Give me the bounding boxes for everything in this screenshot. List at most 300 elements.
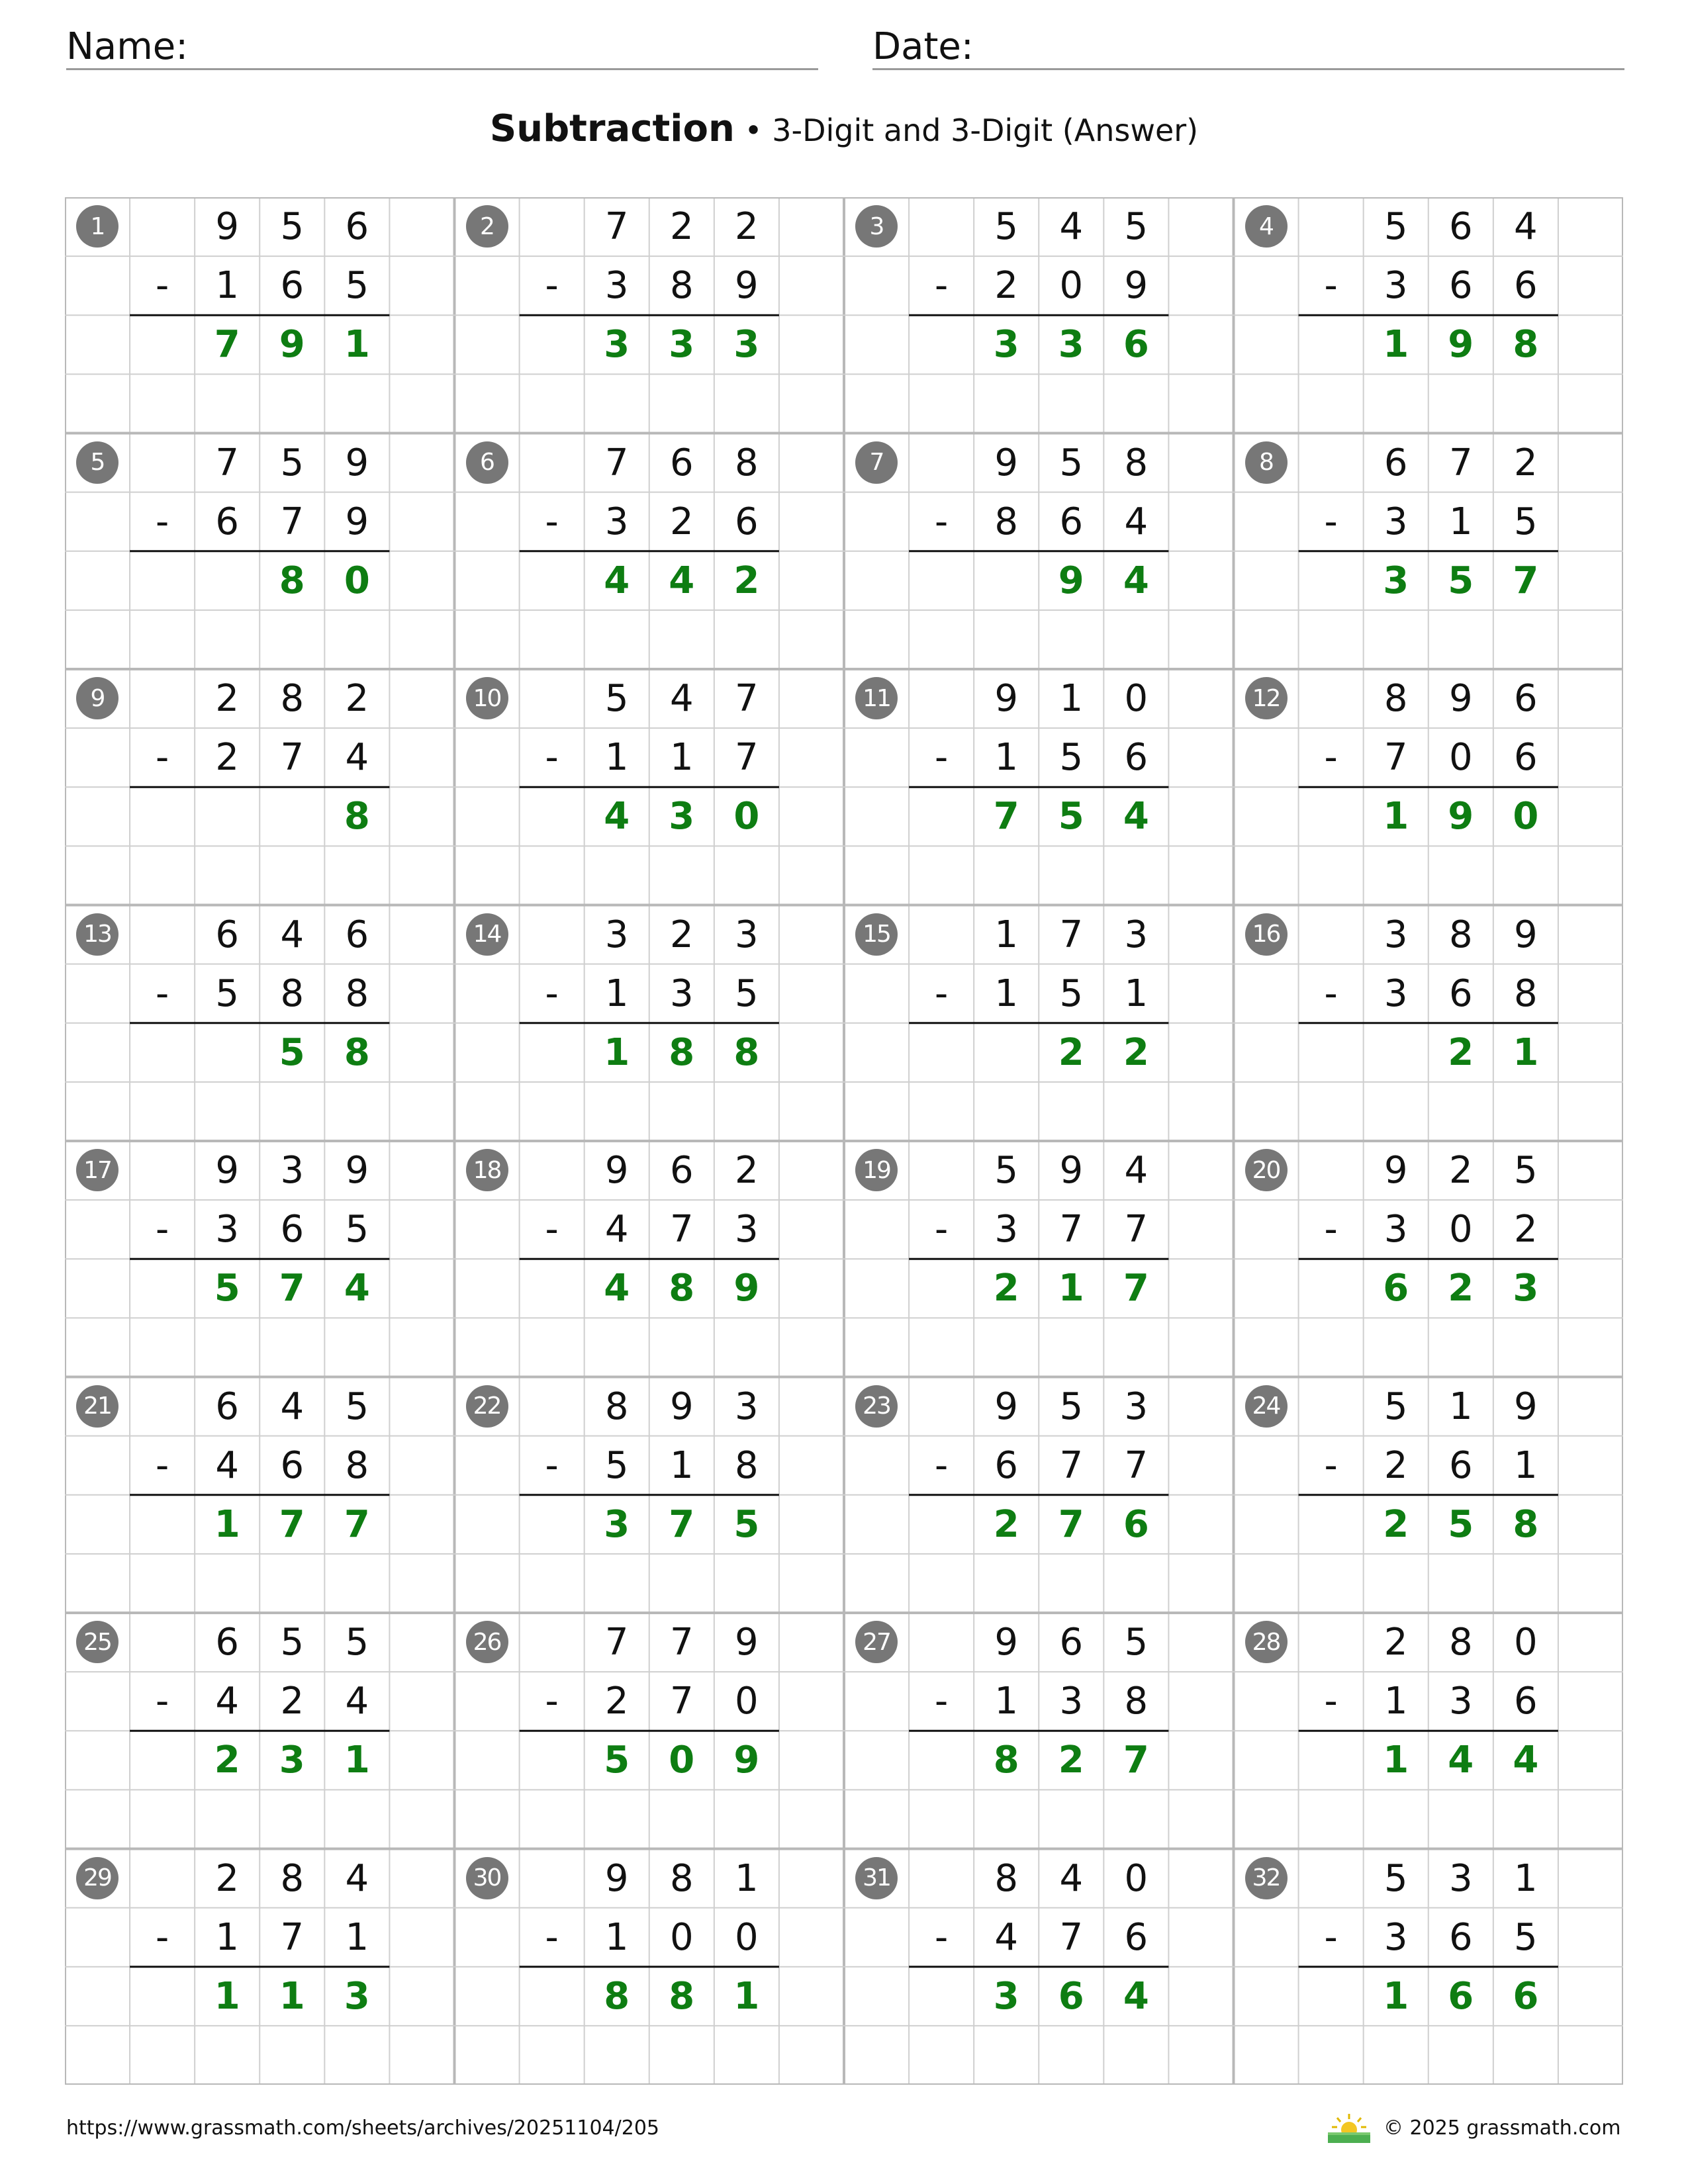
minuend-digit: 3: [280, 1149, 305, 1193]
problem-number-badge: 5: [76, 441, 118, 484]
subtrahend-digit: 6: [280, 1208, 305, 1251]
subtrahend-digit: 3: [735, 1208, 759, 1251]
minuend-digit: 2: [215, 677, 240, 721]
minuend-digit: 2: [1383, 1621, 1408, 1664]
subtrahend-digit: 1: [345, 1915, 369, 1959]
minuend-digit: 9: [215, 1149, 240, 1193]
minuend-digit: 7: [215, 441, 240, 484]
subtrahend-digit: 2: [669, 500, 694, 543]
subtrahend-digit: 9: [735, 264, 759, 308]
minuend-digit: 8: [1448, 1621, 1473, 1664]
minuend-digit: 6: [669, 441, 694, 484]
minuend-digit: 6: [345, 205, 369, 249]
subtrahend-digit: 6: [280, 264, 305, 308]
minus-sign: -: [545, 1680, 559, 1723]
minuend-digit: 5: [1383, 1385, 1408, 1428]
subtrahend-digit: 6: [1448, 1915, 1473, 1959]
problem-number-badge: 10: [466, 677, 508, 719]
subtrahend-digit: 4: [215, 1680, 240, 1723]
problem-number-badge: 32: [1245, 1857, 1288, 1899]
minuend-digit: 5: [1124, 205, 1149, 249]
minuend-digit: 5: [1514, 1149, 1538, 1193]
answer-digit: 2: [1448, 1030, 1474, 1074]
minuend-digit: 4: [280, 913, 305, 956]
problem-number-badge: 18: [466, 1149, 508, 1191]
problem-number-badge: 15: [855, 913, 898, 956]
answer-digit: 5: [1058, 795, 1084, 839]
subtrahend-digit: 6: [1448, 972, 1473, 1015]
subtrahend-digit: 4: [215, 1443, 240, 1487]
answer-digit: 2: [1123, 1030, 1149, 1074]
subtrahend-digit: 8: [345, 1443, 369, 1487]
answer-digit: 8: [669, 1267, 695, 1310]
answer-digit: 4: [1123, 1974, 1149, 2018]
answer-digit: 3: [604, 1502, 630, 1546]
problem-number-badge: 14: [466, 913, 508, 956]
minuend-digit: 6: [1059, 1621, 1084, 1664]
problem-number-badge: 22: [466, 1385, 508, 1428]
minuend-digit: 8: [994, 1856, 1019, 1900]
answer-digit: 8: [1513, 323, 1539, 367]
minuend-digit: 7: [604, 441, 629, 484]
minuend-digit: 7: [1059, 913, 1084, 956]
minuend-digit: 8: [1383, 677, 1408, 721]
subtrahend-digit: 5: [1059, 972, 1084, 1015]
minuend-digit: 1: [994, 913, 1019, 956]
minuend-digit: 3: [1383, 913, 1408, 956]
answer-digit: 1: [214, 1974, 240, 2018]
minuend-digit: 6: [1383, 441, 1408, 484]
minus-sign: -: [156, 264, 169, 308]
minus-sign: -: [935, 972, 949, 1015]
minuend-digit: 6: [1448, 205, 1473, 249]
answer-digit: 6: [1513, 1974, 1539, 2018]
minuend-digit: 4: [280, 1385, 305, 1428]
subtrahend-digit: 4: [604, 1208, 629, 1251]
minus-sign: -: [1324, 1915, 1338, 1959]
minuend-digit: 4: [1514, 205, 1538, 249]
minuend-digit: 5: [1059, 441, 1084, 484]
minus-sign: -: [545, 1443, 559, 1487]
subtrahend-digit: 5: [215, 972, 240, 1015]
minuend-digit: 9: [994, 677, 1019, 721]
problem-number-badge: 26: [466, 1621, 508, 1663]
minuend-digit: 9: [994, 1385, 1019, 1428]
subtrahend-digit: 0: [669, 1915, 694, 1959]
minuend-digit: 3: [1124, 1385, 1149, 1428]
minuend-digit: 9: [735, 1621, 759, 1664]
problem-number-badge: 3: [855, 205, 898, 248]
problem-number-badge: 25: [76, 1621, 118, 1663]
subtrahend-digit: 3: [215, 1208, 240, 1251]
minuend-digit: 6: [345, 913, 369, 956]
answer-digit: 1: [604, 1030, 630, 1074]
subtrahend-digit: 1: [994, 736, 1019, 780]
subtrahend-digit: 8: [1514, 972, 1538, 1015]
subtrahend-digit: 1: [994, 972, 1019, 1015]
footer-url[interactable]: https://www.grassmath.com/sheets/archives/20251104/205: [66, 2116, 660, 2140]
minuend-digit: 4: [1124, 1149, 1149, 1193]
subtrahend-digit: 7: [1124, 1443, 1149, 1487]
subtrahend-digit: 8: [280, 972, 305, 1015]
subtrahend-digit: 7: [1124, 1208, 1149, 1251]
minuend-digit: 3: [1124, 913, 1149, 956]
subtrahend-digit: 5: [1514, 1915, 1538, 1959]
title-subtitle: • 3-Digit and 3-Digit (Answer): [744, 113, 1199, 148]
minuend-digit: 9: [994, 1621, 1019, 1664]
answer-digit: 3: [669, 795, 695, 839]
subtrahend-digit: 6: [280, 1443, 305, 1487]
problem-number-badge: 7: [855, 441, 898, 484]
minus-sign: -: [156, 972, 169, 1015]
answer-digit: 1: [279, 1974, 305, 2018]
minus-sign: -: [1324, 1680, 1338, 1723]
answer-digit: 7: [279, 1502, 305, 1546]
minuend-digit: 9: [604, 1856, 629, 1900]
minuend-digit: 2: [1448, 1149, 1473, 1193]
footer-copyright: © 2025 grassmath.com: [1383, 2116, 1621, 2140]
answer-digit: 4: [669, 559, 695, 602]
subtrahend-digit: 1: [604, 972, 629, 1015]
subtrahend-digit: 8: [669, 264, 694, 308]
answer-digit: 6: [1448, 1974, 1474, 2018]
subtrahend-digit: 7: [735, 736, 759, 780]
answer-digit: 7: [214, 323, 240, 367]
subtrahend-digit: 1: [1383, 1680, 1408, 1723]
minuend-digit: 7: [735, 677, 759, 721]
subtrahend-digit: 0: [1059, 264, 1084, 308]
minuend-digit: 0: [1124, 1856, 1149, 1900]
minuend-digit: 8: [735, 441, 759, 484]
subtrahend-digit: 9: [1124, 264, 1149, 308]
problem-number-badge: 8: [1245, 441, 1288, 484]
minuend-digit: 2: [669, 913, 694, 956]
minuend-digit: 1: [1448, 1385, 1473, 1428]
answer-digit: 2: [733, 559, 760, 602]
subtrahend-digit: 3: [604, 500, 629, 543]
answer-digit: 0: [344, 559, 370, 602]
answer-digit: 9: [733, 1739, 760, 1782]
minuend-digit: 2: [1514, 441, 1538, 484]
subtrahend-digit: 0: [1448, 736, 1473, 780]
subtrahend-digit: 3: [1383, 1208, 1408, 1251]
minus-sign: -: [935, 1680, 949, 1723]
answer-digit: 3: [669, 323, 695, 367]
minuend-digit: 9: [1059, 1149, 1084, 1193]
minus-sign: -: [545, 972, 559, 1015]
subtrahend-digit: 3: [1383, 264, 1408, 308]
answer-digit: 1: [1058, 1267, 1084, 1310]
minuend-digit: 5: [1059, 1385, 1084, 1428]
minuend-digit: 9: [1448, 677, 1473, 721]
subtrahend-digit: 7: [280, 1915, 305, 1959]
name-line[interactable]: [66, 68, 818, 70]
answer-digit: 8: [993, 1739, 1019, 1782]
subtrahend-digit: 7: [669, 1208, 694, 1251]
minus-sign: -: [1324, 1443, 1338, 1487]
minuend-digit: 2: [735, 205, 759, 249]
minuend-digit: 5: [280, 205, 305, 249]
minus-sign: -: [545, 736, 559, 780]
answer-digit: 5: [604, 1739, 630, 1782]
answer-digit: 7: [1513, 559, 1539, 602]
answer-digit: 1: [214, 1502, 240, 1546]
minuend-digit: 5: [994, 205, 1019, 249]
answer-digit: 1: [1383, 1974, 1409, 2018]
subtrahend-digit: 6: [1059, 500, 1084, 543]
minus-sign: -: [935, 736, 949, 780]
minuend-digit: 8: [280, 1856, 305, 1900]
minus-sign: -: [156, 1443, 169, 1487]
subtrahend-digit: 1: [994, 1680, 1019, 1723]
minuend-digit: 3: [604, 913, 629, 956]
subtrahend-digit: 4: [345, 736, 369, 780]
minus-sign: -: [1324, 500, 1338, 543]
subtrahend-digit: 9: [345, 500, 369, 543]
minuend-digit: 2: [215, 1856, 240, 1900]
minus-sign: -: [935, 1915, 949, 1959]
answer-digit: 7: [1123, 1739, 1149, 1782]
subtrahend-digit: 2: [215, 736, 240, 780]
subtrahend-digit: 3: [1059, 1680, 1084, 1723]
answer-digit: 6: [1058, 1974, 1084, 2018]
minus-sign: -: [935, 1208, 949, 1251]
answer-digit: 9: [279, 323, 305, 367]
minuend-digit: 3: [1448, 1856, 1473, 1900]
subtrahend-digit: 6: [1514, 264, 1538, 308]
subtrahend-digit: 7: [280, 500, 305, 543]
subtrahend-digit: 8: [735, 1443, 759, 1487]
minus-sign: -: [1324, 972, 1338, 1015]
minuend-digit: 6: [669, 1149, 694, 1193]
minus-sign: -: [935, 264, 949, 308]
answer-digit: 7: [1058, 1502, 1084, 1546]
subtrahend-digit: 5: [345, 1208, 369, 1251]
subtrahend-digit: 7: [1383, 736, 1408, 780]
answer-digit: 9: [733, 1267, 760, 1310]
subtrahend-digit: 3: [994, 1208, 1019, 1251]
minus-sign: -: [545, 500, 559, 543]
minuend-digit: 9: [1514, 913, 1538, 956]
problem-grid: [65, 197, 1623, 2085]
subtrahend-digit: 3: [1383, 972, 1408, 1015]
answer-digit: 0: [1513, 795, 1539, 839]
subtrahend-digit: 6: [735, 500, 759, 543]
subtrahend-digit: 3: [669, 972, 694, 1015]
subtrahend-digit: 5: [1514, 500, 1538, 543]
problem-number-badge: 11: [855, 677, 898, 719]
minus-sign: -: [156, 736, 169, 780]
answer-digit: 9: [1448, 323, 1474, 367]
minuend-digit: 8: [1448, 913, 1473, 956]
subtrahend-digit: 1: [1124, 972, 1149, 1015]
problem-number-badge: 23: [855, 1385, 898, 1428]
minuend-digit: 5: [1383, 205, 1408, 249]
answer-digit: 8: [604, 1974, 630, 2018]
problem-number-badge: 28: [1245, 1621, 1288, 1663]
answer-digit: 1: [1383, 323, 1409, 367]
minuend-digit: 8: [604, 1385, 629, 1428]
minuend-digit: 3: [735, 913, 759, 956]
answer-digit: 7: [279, 1267, 305, 1310]
subtrahend-digit: 5: [1059, 736, 1084, 780]
answer-digit: 1: [1383, 795, 1409, 839]
minus-sign: -: [545, 264, 559, 308]
subtrahend-digit: 2: [280, 1680, 305, 1723]
subtrahend-digit: 3: [1448, 1680, 1473, 1723]
answer-digit: 3: [1058, 323, 1084, 367]
minuend-digit: 4: [1059, 1856, 1084, 1900]
problem-number-badge: 30: [466, 1857, 508, 1899]
subtrahend-digit: 8: [345, 972, 369, 1015]
minus-sign: -: [1324, 1208, 1338, 1251]
minuend-digit: 7: [604, 1621, 629, 1664]
answer-digit: 0: [733, 795, 760, 839]
minus-sign: -: [1324, 264, 1338, 308]
answer-digit: 8: [669, 1030, 695, 1074]
answer-digit: 8: [344, 795, 370, 839]
minuend-digit: 9: [994, 441, 1019, 484]
minuend-digit: 7: [669, 1621, 694, 1664]
minuend-digit: 6: [215, 1385, 240, 1428]
minuend-digit: 8: [1124, 441, 1149, 484]
minuend-digit: 2: [669, 205, 694, 249]
minus-sign: -: [156, 1915, 169, 1959]
answer-digit: 4: [1513, 1739, 1539, 1782]
answer-digit: 8: [733, 1030, 760, 1074]
subtrahend-digit: 1: [1514, 1443, 1538, 1487]
minuend-digit: 5: [345, 1385, 369, 1428]
minus-sign: -: [545, 1915, 559, 1959]
answer-digit: 7: [344, 1502, 370, 1546]
minuend-digit: 9: [669, 1385, 694, 1428]
subtrahend-digit: 5: [345, 264, 369, 308]
answer-digit: 6: [1123, 1502, 1149, 1546]
problem-number-badge: 31: [855, 1857, 898, 1899]
minuend-digit: 9: [215, 205, 240, 249]
subtrahend-digit: 3: [604, 264, 629, 308]
subtrahend-digit: 7: [1059, 1443, 1084, 1487]
minuend-digit: 8: [280, 677, 305, 721]
minuend-digit: 0: [1124, 677, 1149, 721]
subtrahend-digit: 6: [215, 500, 240, 543]
answer-digit: 2: [1058, 1739, 1084, 1782]
minuend-digit: 9: [345, 441, 369, 484]
answer-digit: 3: [344, 1974, 370, 2018]
answer-digit: 3: [1513, 1267, 1539, 1310]
problem-number-badge: 2: [466, 205, 508, 248]
answer-digit: 5: [214, 1267, 240, 1310]
subtrahend-digit: 1: [604, 1915, 629, 1959]
subtrahend-digit: 4: [1124, 500, 1149, 543]
problem-number-badge: 27: [855, 1621, 898, 1663]
problem-number-badge: 4: [1245, 205, 1288, 248]
minuend-digit: 5: [345, 1621, 369, 1664]
answer-digit: 5: [733, 1502, 760, 1546]
subtrahend-digit: 6: [1514, 736, 1538, 780]
answer-digit: 8: [279, 559, 305, 602]
minuend-digit: 2: [735, 1149, 759, 1193]
worksheet-title: [0, 106, 1688, 154]
problem-number-badge: 17: [76, 1149, 118, 1191]
subtrahend-digit: 6: [1514, 1680, 1538, 1723]
minuend-digit: 8: [669, 1856, 694, 1900]
answer-digit: 6: [1123, 323, 1149, 367]
minus-sign: -: [545, 1208, 559, 1251]
minuend-digit: 7: [604, 205, 629, 249]
problem-number-badge: 20: [1245, 1149, 1288, 1191]
answer-digit: 4: [1123, 795, 1149, 839]
answer-digit: 6: [1383, 1267, 1409, 1310]
answer-digit: 2: [1383, 1502, 1409, 1546]
minuend-digit: 1: [1514, 1856, 1538, 1900]
minuend-digit: 5: [1383, 1856, 1408, 1900]
minuend-digit: 6: [215, 913, 240, 956]
minuend-digit: 3: [735, 1385, 759, 1428]
answer-digit: 8: [1513, 1502, 1539, 1546]
minuend-digit: 6: [1514, 677, 1538, 721]
minuend-digit: 5: [994, 1149, 1019, 1193]
answer-digit: 9: [1448, 795, 1474, 839]
subtrahend-digit: 1: [604, 736, 629, 780]
minus-sign: -: [156, 1680, 169, 1723]
answer-digit: 4: [1448, 1739, 1474, 1782]
minuend-digit: 1: [735, 1856, 759, 1900]
minuend-digit: 0: [1514, 1621, 1538, 1664]
answer-digit: 3: [993, 1974, 1019, 2018]
date-line[interactable]: [872, 68, 1624, 70]
answer-digit: 2: [214, 1739, 240, 1782]
minuend-digit: 5: [1124, 1621, 1149, 1664]
minus-sign: -: [156, 1208, 169, 1251]
subtrahend-digit: 6: [1448, 264, 1473, 308]
minuend-digit: 9: [1514, 1385, 1538, 1428]
subtrahend-digit: 1: [669, 736, 694, 780]
answer-digit: 1: [1513, 1030, 1539, 1074]
date-label: Date:: [872, 25, 974, 68]
answer-digit: 3: [733, 323, 760, 367]
subtrahend-digit: 2: [1514, 1208, 1538, 1251]
minuend-digit: 6: [215, 1621, 240, 1664]
subtrahend-digit: 7: [1059, 1208, 1084, 1251]
subtrahend-digit: 6: [1448, 1443, 1473, 1487]
subtrahend-digit: 7: [669, 1680, 694, 1723]
subtrahend-digit: 0: [1448, 1208, 1473, 1251]
answer-digit: 4: [344, 1267, 370, 1310]
minuend-digit: 4: [669, 677, 694, 721]
minuend-digit: 2: [345, 677, 369, 721]
sun-grass-logo-icon: [1325, 2111, 1373, 2146]
minuend-digit: 9: [604, 1149, 629, 1193]
subtrahend-digit: 0: [735, 1680, 759, 1723]
title-main: Subtraction: [489, 107, 735, 150]
answer-digit: 8: [344, 1030, 370, 1074]
subtrahend-digit: 2: [994, 264, 1019, 308]
subtrahend-digit: 7: [1059, 1915, 1084, 1959]
answer-digit: 1: [1383, 1739, 1409, 1782]
subtrahend-digit: 1: [215, 1915, 240, 1959]
answer-digit: 2: [1448, 1267, 1474, 1310]
answer-digit: 9: [1058, 559, 1084, 602]
answer-digit: 3: [279, 1739, 305, 1782]
subtrahend-digit: 8: [994, 500, 1019, 543]
answer-digit: 5: [1448, 559, 1474, 602]
subtrahend-digit: 5: [604, 1443, 629, 1487]
subtrahend-digit: 4: [345, 1680, 369, 1723]
answer-digit: 7: [669, 1502, 695, 1546]
minuend-digit: 1: [1059, 677, 1084, 721]
answer-digit: 8: [669, 1974, 695, 2018]
